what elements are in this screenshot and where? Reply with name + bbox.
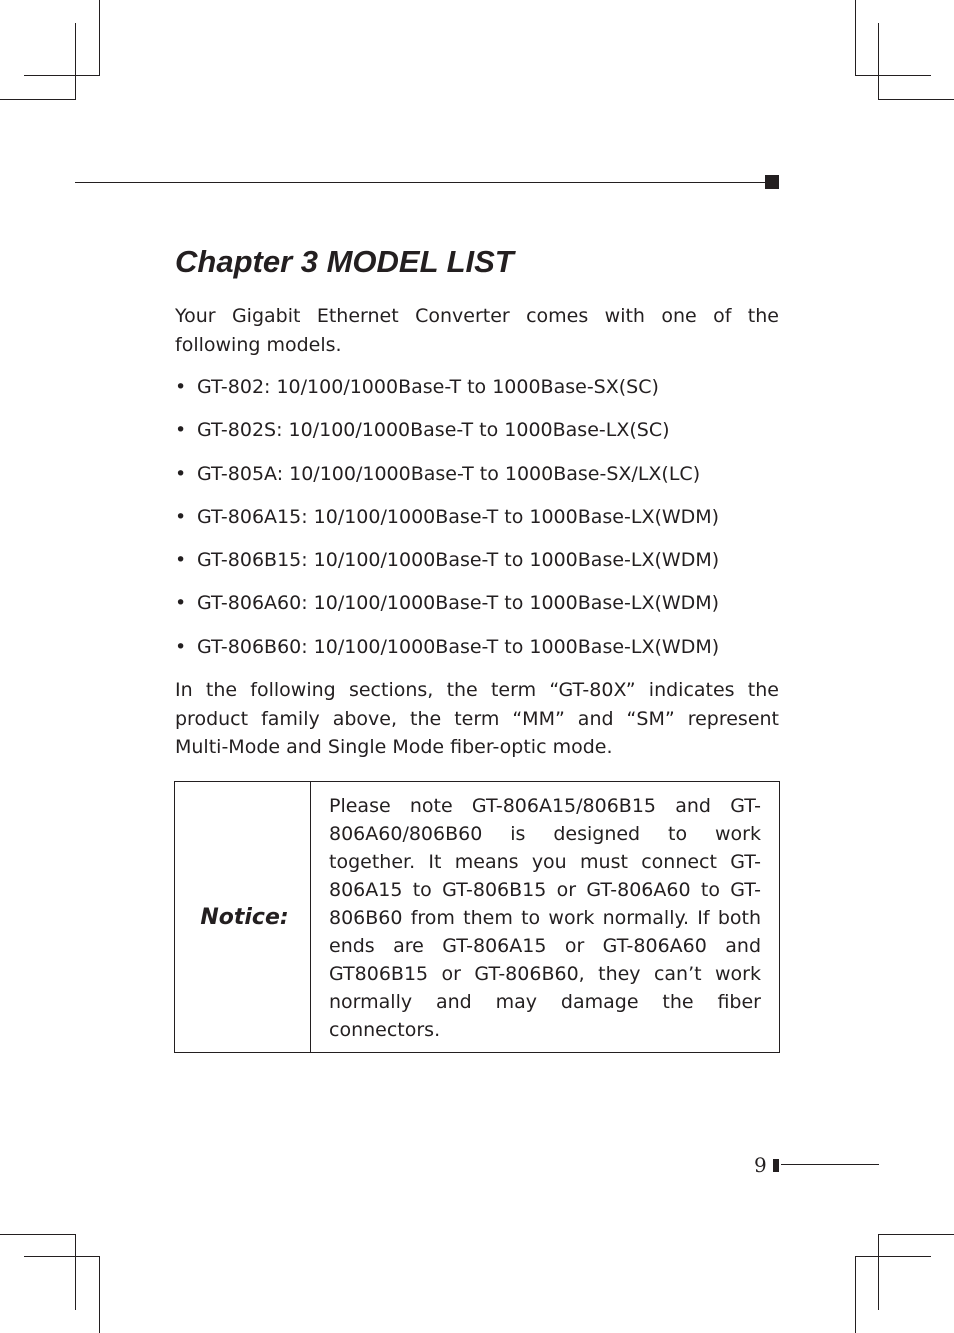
list-item bbox=[175, 546, 719, 589]
model-text: GT-806A15: 10/100/1000Base-T to 1000Base-LX(WDM) bbox=[197, 505, 720, 528]
bullet: • bbox=[175, 376, 187, 398]
bullet: • bbox=[175, 419, 187, 442]
terminology-paragraph: In the following sections, the term “GT-80X” indicates the product family above, the term “MM” and “SM” represent Multi-Mode and Single Mode fiber-optic mode. bbox=[175, 679, 779, 758]
model-text: GT-802: 10/100/1000Base-T to 1000Base-SX(SC) bbox=[197, 376, 659, 398]
model-text: GT-806B15: 10/100/1000Base-T to 1000Base-LX(WDM) bbox=[197, 549, 720, 572]
header-rule bbox=[75, 182, 767, 183]
crop-mark bbox=[24, 1256, 100, 1257]
crop-mark bbox=[878, 1234, 954, 1235]
crop-mark bbox=[99, 1256, 100, 1333]
list-item bbox=[175, 460, 719, 503]
page-number: 9 bbox=[754, 1153, 767, 1177]
list-item bbox=[175, 589, 719, 632]
model-list bbox=[175, 373, 719, 676]
crop-mark bbox=[99, 0, 100, 75]
bullet: • bbox=[175, 462, 187, 485]
notice-text: Please note GT-806A15/806B15 and GT-806A60/806B60 is designed to work together. It means you must connect GT-806A15 to GT-806B15 or GT-806A60 to GT-806B60 from them to work normally. If both ends are GT-806A15 or GT-806A60 and GT806B15 or GT-806B60, they can’t work normally and may damage the fiber connectors. bbox=[329, 795, 761, 1041]
list-item bbox=[175, 503, 719, 546]
crop-mark bbox=[855, 0, 856, 75]
bullet: • bbox=[175, 592, 187, 615]
crop-mark bbox=[0, 99, 76, 100]
list-item bbox=[175, 373, 719, 416]
crop-mark bbox=[75, 23, 76, 99]
header-square-marker bbox=[765, 175, 779, 189]
crop-mark bbox=[855, 75, 931, 76]
crop-mark bbox=[75, 1234, 76, 1310]
model-text: GT-806B60: 10/100/1000Base-T to 1000Base-LX(WDM) bbox=[197, 635, 720, 658]
crop-mark bbox=[878, 23, 879, 99]
model-text: GT-805A: 10/100/1000Base-T to 1000Base-SX/LX(LC) bbox=[197, 462, 701, 485]
crop-mark bbox=[24, 75, 100, 76]
notice-table bbox=[174, 781, 780, 1053]
footer-rule bbox=[781, 1164, 879, 1165]
list-item bbox=[175, 633, 719, 676]
list-item bbox=[175, 416, 719, 459]
crop-mark bbox=[878, 99, 954, 100]
notice-label: Notice: bbox=[175, 782, 311, 1052]
crop-mark bbox=[0, 1234, 76, 1235]
crop-mark bbox=[855, 1256, 856, 1333]
bullet: • bbox=[175, 635, 187, 658]
bullet: • bbox=[175, 505, 187, 528]
model-text: GT-802S: 10/100/1000Base-T to 1000Base-LX(SC) bbox=[197, 419, 670, 442]
intro-paragraph: Your Gigabit Ethernet Converter comes with one of the following models. bbox=[175, 305, 779, 356]
chapter-title: Chapter 3 MODEL LIST bbox=[175, 244, 514, 279]
crop-mark bbox=[878, 1234, 879, 1310]
model-text: GT-806A60: 10/100/1000Base-T to 1000Base-LX(WDM) bbox=[197, 592, 720, 615]
crop-mark bbox=[855, 1256, 931, 1257]
footer-marker bbox=[773, 1159, 779, 1172]
bullet: • bbox=[175, 549, 187, 572]
